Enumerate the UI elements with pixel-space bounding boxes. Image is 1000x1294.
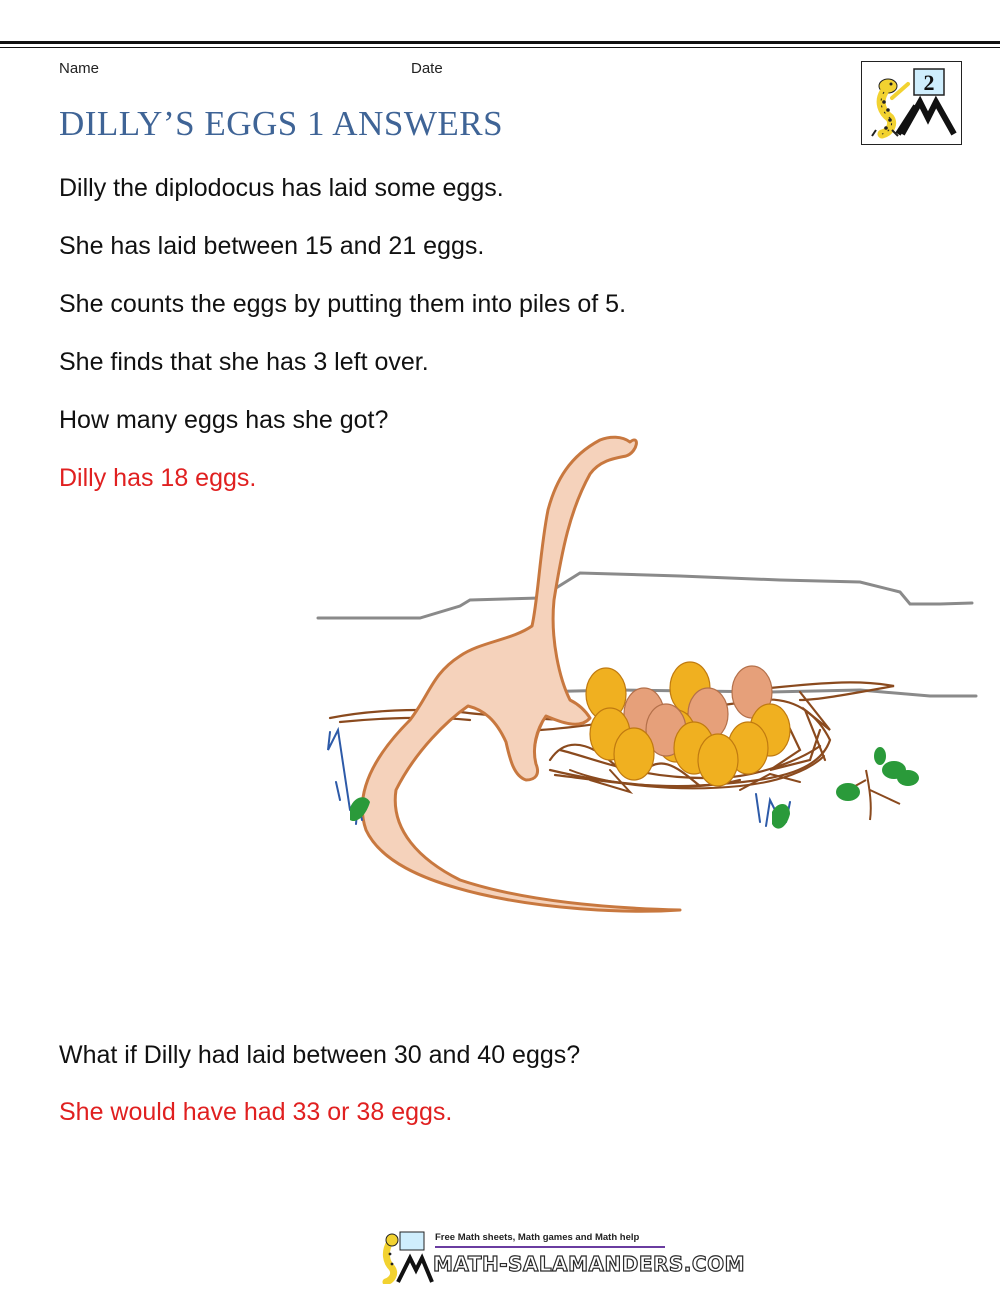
footer-tagline: Free Math sheets, Math games and Math help [435,1232,640,1243]
clover-plant [836,747,919,820]
footer-salamander-icon [378,1228,434,1284]
dinosaur-illustration [300,430,990,920]
story-line-2: She has laid between 15 and 21 eggs. [59,232,485,260]
top-rule [0,41,1000,44]
egg-cluster [586,662,790,786]
story-line-4: She finds that she has 3 left over. [59,348,429,376]
name-label: Name [59,60,100,77]
story-line-1: Dilly the diplodocus has laid some eggs. [59,174,504,202]
answer-2: She would have had 33 or 38 eggs. [59,1098,453,1126]
logo-badge-number: 2 [923,70,935,95]
footer-logo [378,1228,745,1284]
diplodocus-body [362,437,680,911]
footer-divider [435,1246,665,1248]
page-title: DILLY’S EGGS 1 ANSWERS [59,104,504,143]
question-2: What if Dilly had laid between 30 and 40 eggs? [59,1041,581,1069]
salamander-logo [861,61,962,145]
top-rule-thin [0,47,1000,48]
date-label: Date [411,60,443,77]
story-line-3: She counts the eggs by putting them into piles of 5. [59,290,627,318]
footer-site-name: MATH-SALAMANDERS.COM [433,1252,745,1276]
answer-1: Dilly has 18 eggs. [59,464,257,492]
horizon-line [318,573,972,618]
question-1: How many eggs has she got? [59,406,389,434]
